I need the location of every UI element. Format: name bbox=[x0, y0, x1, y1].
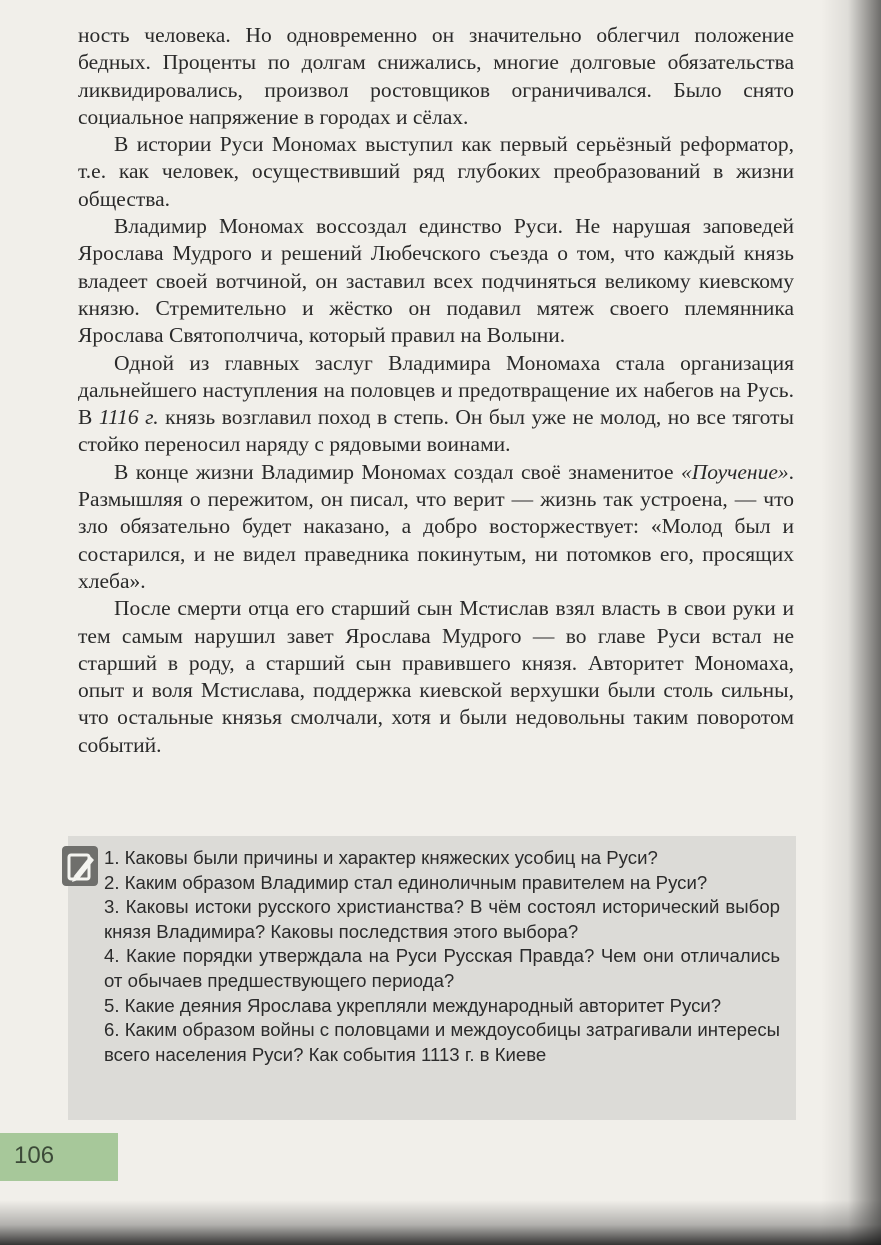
text-segment: После смерти отца его старший сын Мстислав взял власть в свои руки и тем самым нарушил завет Ярослава Мудрого — во главе Руси встал не старший в роду, а старший сын правившего князя. Авторитет Мономаха, опыт и воля Мстислава, поддержка киевской верхушки были столь сильны, что остальные князья смолчали, хотя и были недовольны таким поворотом событий. bbox=[78, 596, 794, 757]
question-item: 3. Каковы истоки русского христианства? В чём состоял исторический выбор князя Владимира? Каковы последствия этого выбора? bbox=[104, 896, 780, 942]
paragraph-5 bbox=[78, 595, 794, 759]
page-number: 106 bbox=[14, 1142, 55, 1169]
text-segment: ность человека. Но одновременно он значительно облегчил положение бедных. Проценты по долгам снижались, многие долговые обязательства ликвидировались, произвол ростовщиков ограничивался. Было снято социальное напряжение в городах и сёлах. bbox=[78, 23, 794, 129]
question-item: 4. Какие порядки утверждала на Руси Русская Правда? Чем они отличались от обычаев предшествующего периода? bbox=[104, 945, 780, 991]
questions-list bbox=[104, 846, 780, 1067]
text-segment: Одной из главных заслуг Владимира Мономаха стала организация дальнейшего наступления на половцев и предотвращение их набегов на Русь. В bbox=[78, 350, 794, 430]
text-segment: «Поучение» bbox=[680, 459, 789, 484]
paragraph-1 bbox=[78, 131, 794, 213]
page-edge-shadow bbox=[0, 1200, 881, 1245]
text-segment: В истории Руси Мономах выступил как первый серьёзный реформатор, т.е. как человек, осуществивший ряд глубоких преобразований в жизни общества. bbox=[78, 132, 794, 211]
paragraph-2 bbox=[78, 213, 794, 349]
paragraph-0 bbox=[78, 22, 794, 131]
text-segment: 1116 г. bbox=[98, 405, 159, 430]
text-segment: князь возглавил поход в степь. Он был уже не молод, но все тяготы стойко переносил наряду с рядовыми воинами. bbox=[78, 405, 794, 457]
question-item: 1. Каковы были причины и характер княжеских усобиц на Руси? bbox=[104, 847, 658, 868]
paragraph-3 bbox=[78, 350, 794, 459]
paragraph-4 bbox=[78, 459, 794, 595]
main-text bbox=[78, 22, 794, 759]
binding-shadow bbox=[821, 0, 881, 1245]
question-item: 5. Какие деяния Ярослава укрепляли международный авторитет Руси? bbox=[104, 994, 722, 1016]
text-segment: Владимир Мономах воссоздал единство Руси. Не нарушая заповедей Ярослава Мудрого и решений Любечского съезда о том, что каждый князь владеет своей вотчиной, он заставил всех подчиняться великому киевскому князю. Стремительно и жёстко он подавил мятеж своего племянника Ярослава Святополчича, который правил на Волыни. bbox=[78, 214, 794, 348]
text-segment: В конце жизни Владимир Мономах создал своё знаменитое bbox=[114, 459, 681, 484]
question-item: 6. Каким образом войны с половцами и междоусобицы затрагивали интересы всего населения Руси? Как события 1113 г. в Киеве bbox=[104, 1019, 780, 1065]
pencil-note-icon bbox=[62, 846, 98, 886]
text-segment: . Размышляя о пережитом, он писал, что верит — жизнь так устроена, — что зло обязательно будет наказано, а добро восторжествует: «Молод был и состарился, и не видел праведника покинутым, ни потомков его, просящих хлеба». bbox=[78, 459, 794, 593]
question-item: 2. Каким образом Владимир стал единоличным правителем на Руси? bbox=[104, 871, 708, 893]
